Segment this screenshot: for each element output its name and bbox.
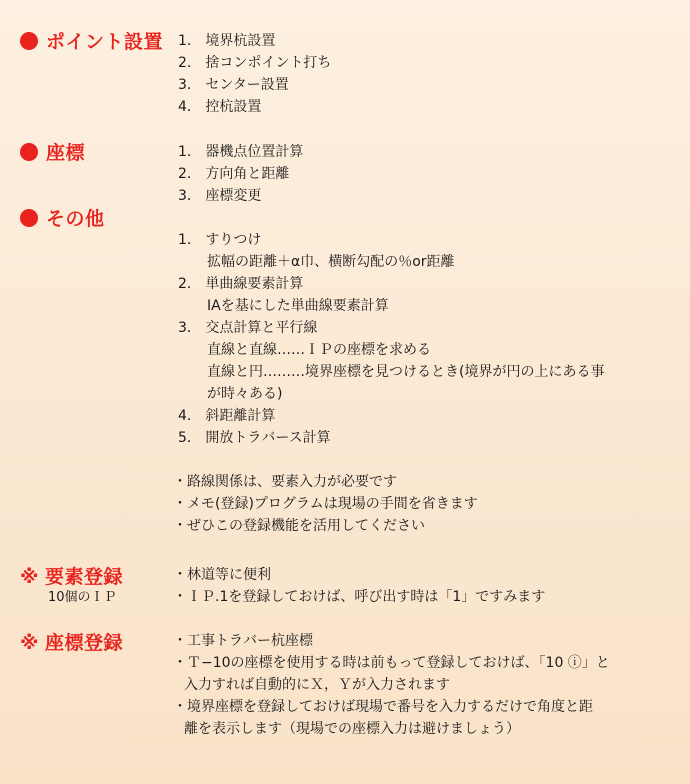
list-item: 4． 控杭設置 <box>178 99 262 115</box>
heading-text: 座標 <box>46 142 86 164</box>
heading-element-registration <box>20 562 123 589</box>
reference-mark-icon: ※ <box>20 632 39 654</box>
red-dot-icon <box>20 143 38 161</box>
note-item-continued: 離を表示します（現場での座標入力は避けましょう） <box>184 721 520 737</box>
note-item-continued: 入力すれば自動的にＸ，Ｙが入力されます <box>184 677 450 693</box>
heading-coordinates <box>20 138 85 165</box>
red-dot-icon <box>20 209 38 227</box>
note-item: ・境界座標を登録しておけば現場で番号を入力するだけで角度と距 <box>173 699 593 715</box>
list-item: 4． 斜距離計算 <box>178 408 276 424</box>
list-item: 3． 交点計算と平行線 <box>178 320 318 336</box>
note-item: ・Ｔ−10の座標を使用する時は前もって登録しておけば、「10 ⓘ」と <box>173 655 610 671</box>
heading-text: 座標登録 <box>44 632 123 654</box>
list-item: 2． 捨コンポイント打ち <box>178 55 332 71</box>
list-item: 3． センター設置 <box>178 77 289 93</box>
list-item-detail: 拡幅の距離＋α巾、横断勾配の％or距離 <box>207 254 455 270</box>
heading-text: 要素登録 <box>44 566 123 588</box>
note-item: ・メモ(登録)プログラムは現場の手間を省きます <box>173 496 478 512</box>
heading-text: その他 <box>46 208 105 230</box>
list-item: 5． 開放トラバース計算 <box>178 430 331 446</box>
red-dot-icon <box>20 32 38 50</box>
list-item: 1． 境界杭設置 <box>178 33 276 49</box>
note-item: ・ＩＰ.1を登録しておけば、呼び出す時は「1」ですみます <box>173 589 546 605</box>
subheading-ip-count: 10個のＩＰ <box>48 590 117 605</box>
list-item-detail: 直線と直線……ＩＰの座標を求める <box>207 342 431 358</box>
note-item: ・路線関係は、要素入力が必要です <box>173 474 397 490</box>
note-item: ・工事トラバー杭座標 <box>173 633 313 649</box>
heading-text: ポイント設置 <box>46 31 164 53</box>
heading-other <box>20 204 105 231</box>
note-item: ・林道等に便利 <box>173 567 271 583</box>
list-item-detail: が時々ある) <box>207 386 283 402</box>
list-item-detail: IAを基にした単曲線要素計算 <box>207 298 389 314</box>
heading-coordinate-registration <box>20 628 123 655</box>
list-item: 1． 器機点位置計算 <box>178 144 304 160</box>
reference-mark-icon: ※ <box>20 566 39 588</box>
note-item: ・ぜひこの登録機能を活用してください <box>173 518 425 534</box>
heading-point-setup <box>20 27 163 54</box>
list-item-detail: 直線と円………境界座標を見つけるとき(境界が円の上にある事 <box>207 364 605 380</box>
list-item: 2． 単曲線要素計算 <box>178 276 304 292</box>
list-item: 1． すりつけ <box>178 232 262 248</box>
list-item: 3． 座標変更 <box>178 188 262 204</box>
list-item: 2． 方向角と距離 <box>178 166 290 182</box>
